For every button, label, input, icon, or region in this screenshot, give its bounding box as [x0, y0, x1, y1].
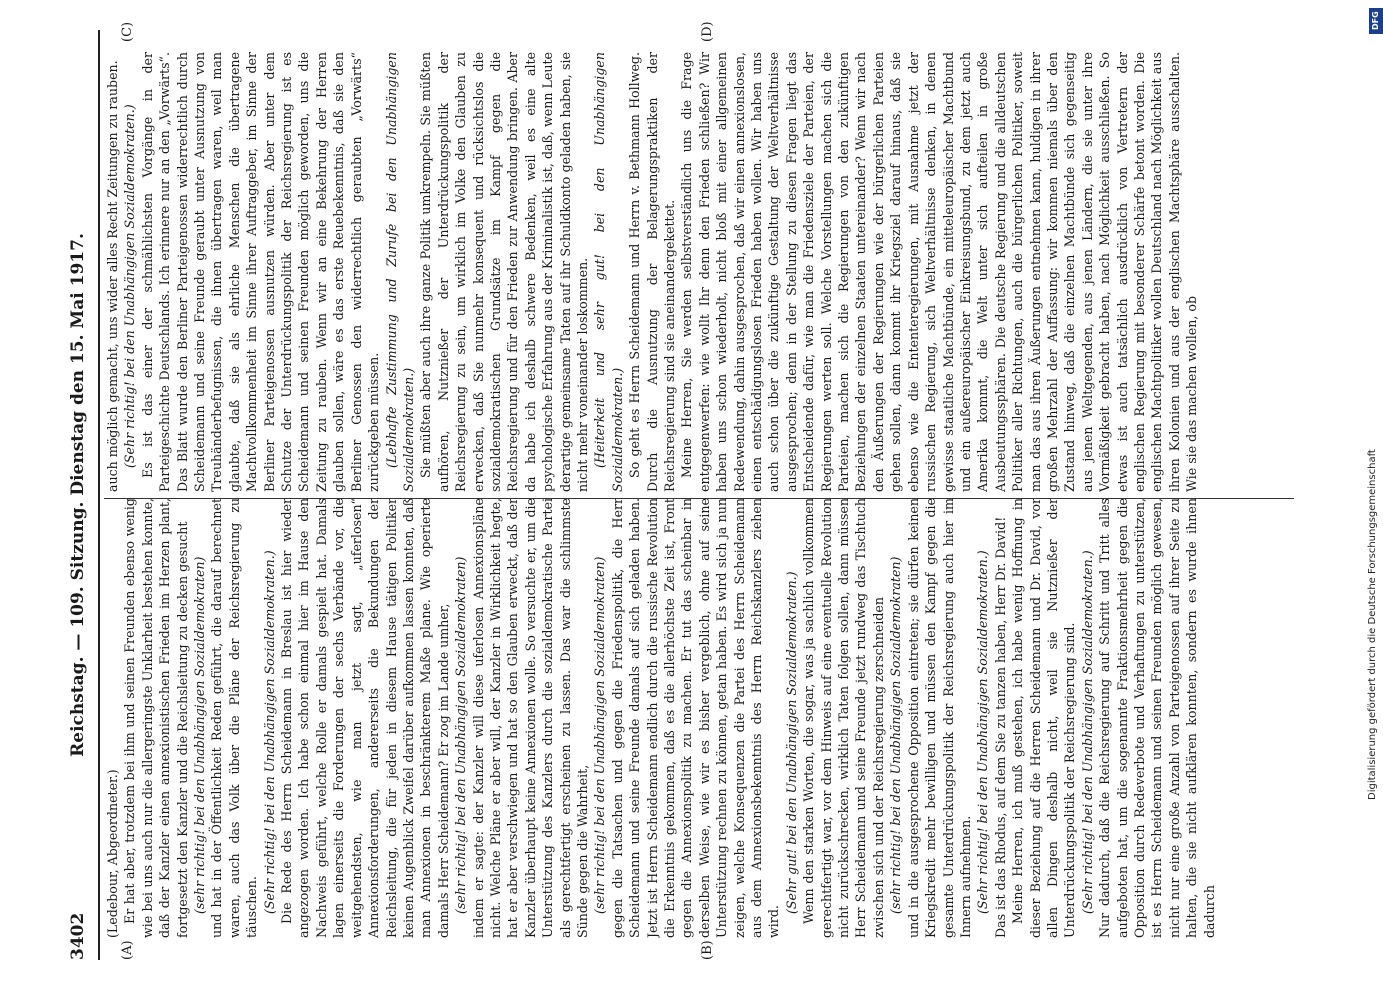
paragraph: Die Rede des Herrn Scheidemann in Breslau ist hier wieder angezogen worden. Ich habe schon einmal hier im Hause den Nachweis geführt, welche Rolle er damals gespielt hat. Damals lagen einerseits die Forderungen der sechs Verbände vor, die weitgehendsten, wie man jetzt sagt, „uferlosen“ Annexionsforderungen, andererseits die Bekundungen der Reichsleitung, die für jeden in diesem Hause tätigen Politiker keinen Augenblick Zweifel darüber aufkommen lassen konnten, daß man Annexionen in beschränkterem Maße plane. Wie operierte damals Herr Scheidemann? Er zog im Lande umher,	[279, 498, 451, 938]
marker-a: (A)	[120, 940, 135, 960]
paragraph: indem er sagte: der Kanzler will diese uferlosen Annexionspläne nicht. Welche Pläne er aber will, der Kanzler in Wirklichkeit hegte, hat er aber verschwiegen und hat so den Glauben erweckt, daß der Kanzler überhaupt keine Annexionen wolle. So versuchte er, um die Unterstützung des Kanzlers durch die sozialdemokratische Partei als gerechtfertigt erscheinen zu lassen. Das war die schlimmste Sünde gegen die Wahrheit,	[470, 498, 590, 938]
paragraph: (Ledebour, Abgeordneter.)	[105, 769, 120, 938]
page-header	[62, 30, 96, 960]
right-column	[104, 52, 1294, 492]
paragraph: Er hat aber, trotzdem bei ihm und seinen Freunden ebenso wenig wie bei uns auch nur die allergeringste Unklarheit bestehen konnte, daß der Kanzler einen annexionistischen Frieden im Herzen plant, fortgesetzt den Kanzler und die Reichsleitung zu decken gesucht	[122, 498, 190, 938]
paragraph: (Sehr richtig! bei den Unabhängigen Sozialdemokraten.)	[975, 550, 991, 914]
marker-b: (B)	[700, 940, 715, 960]
paragraph: auch möglich gemacht, uns wider alles Recht Zeitungen zu rauben.	[105, 60, 120, 492]
paragraph: (sehr richtig! bei den Unabhängigen Sozialdemokraten)	[453, 556, 469, 914]
paragraph: (Heiterkeit und sehr gut! bei den Unabhängigen Sozialdemokraten.)	[592, 52, 625, 492]
paragraph: gegen die Tatsachen und gegen die Friedenspolitik, die Herr Scheidemann und seine Freunde damals auf sich geladen haben. Jetzt ist Herrn Scheidemann endlich durch die russische Revolution die Erkenntnis gekommen, daß es die allerhöchste Zeit ist, Front gegen die Annexionspolitik zu machen. Er tut das scheinbar in derselben Weise, wie wir es bisher vergeblich, ohne auf seine Unterstützung rechnen zu können, getan haben. Es wird sich ja nun zeigen, welche Konsequenzen die Partei des Herrn Scheidemann aus dem Annexionsbekenntnis des Herrn Reichskanzlers ziehen wird.	[609, 498, 782, 938]
paragraph: Meine Herren, ich muß gestehen, ich habe wenig Hoffnung in dieser Beziehung auf die Herren Scheidemann und Dr. David, vor allen Dingen deshalb nicht, weil sie Nutznießer der Unterdrückungspolitik der Reichsregierung sind.	[1010, 498, 1078, 938]
running-title: Reichstag. — 109. Sitzung. Dienstag den 15. Mai 1917.	[68, 233, 88, 757]
paragraph: (Lebhafte Zustimmung und Zurufe bei den Unabhängigen Sozialdemokraten.)	[383, 52, 416, 492]
header-rule	[98, 30, 100, 960]
paragraph: Es ist das einer der schmählichsten Vorgänge in der Parteigeschichte Deutschlands. Ich erinnere nur an den „Vorwärts“. Das Blatt wurde den Berliner Parteigenossen widerrechtlich durch Scheidemann und seine Freunde geraubt unter Ausnutzung von Treuhänderbefugnissen, die ihnen übertragen waren, weil man glaubte, daß sie als ehrliche Menschen die übertragene Machtvollkommenheit im Sinne ihrer Auftraggeber, im Sinne der Berliner Parteigenossen ausnutzen würden. Aber unter dem Schutze der Unterdrückungspolitik der Reichsregierung ist es Scheidemann und seinen Freunden möglich geworden, uns die Zeitung zu rauben. Wenn wir an eine Bekehrung der Herren glauben sollen, wäre es das erste Reuebekenntnis, daß sie den Berliner Genossen den widerrechtlich geraubten „Vorwärts“ zurückgeben müssen.	[139, 52, 382, 492]
dfg-logo: DFG	[1369, 8, 1383, 34]
paragraph: (sehr richtig! bei den Unabhängigen Sozialdemokraten)	[592, 556, 608, 914]
paragraph: (Sehr gut! bei den Unabhängigen Sozialdemokraten.)	[783, 571, 799, 914]
paragraph: Sie müßten aber auch ihre ganze Politik umkrempeln. Sie müßten aufhören, Nutznießer der Unterdrückungspolitik der Reichsregierung zu sein, um wirklich im Volke den Glauben zu erwecken, daß Sie nunmehr konsequent und rücksichtslos die sozialdemokratischen Grundsätze im Kampf gegen die Reichsregierung und für den Frieden zur Anwendung bringen. Aber da habe ich deshalb schwere Bedenken, weil es eine alte psychologische Erfahrung aus der Kriminalistik ist, daß, wenn Leute derartige gemeinsame Taten auf ihr Schuldkonto geladen haben, sie nicht mehr voneinander loskommen.	[418, 52, 590, 492]
paragraph: (Sehr richtig! bei den Unabhängigen Sozialdemokraten.)	[122, 104, 138, 468]
paragraph: So geht es Herrn Scheidemann und Herrn v. Bethmann Hollweg. Durch die Ausnutzung der Belagerungspraktiken der Reichsregierung sind sie aneinandergekettet.	[627, 52, 677, 492]
paragraph: (Sehr richtig! bei den Unabhängigen Sozialdemokraten.)	[1079, 550, 1095, 914]
paragraph: und hat in der Öffentlichkeit Reden geführt, die darauf berechnet waren, auch das Volk über die Pläne der Reichsregierung zu täuschen.	[209, 498, 260, 938]
paragraph: und in die ausgesprochene Opposition eintreten; sie dürfen keinen Kriegskredit mehr bewilligen und müssen den Kampf gegen die gesamte Unterdrückungspolitik der Reichsregierung auch hier im Innern aufnehmen.	[905, 498, 973, 938]
paragraph: Wenn den starken Worten, die sogar, was ja sachlich vollkommen gerechtfertigt war, vor dem Hinweis auf eine eventuelle Revolution nicht zurückschrecken, wirklich Taten folgen sollen, dann müssen Herr Scheidemann und seine Freunde jetzt rundweg das Tischtuch zwischen sich und der Reichsregierung zerschneiden	[801, 498, 886, 938]
paragraph: (sehr richtig! bei den Unabhängigen Sozialdemokraten)	[888, 556, 904, 914]
marker-c: (C)	[120, 21, 135, 42]
page-number: 3402	[68, 912, 88, 960]
paragraph: Das ist das Rhodus, auf dem Sie zu tanzen haben, Herr Dr. David!	[992, 516, 1008, 938]
paragraph: Meine Herren, Sie werden selbstverständlich uns die Frage entgegenwerfen: wie wollt Ihr denn den Frieden schließen? Wir haben uns schon wiederholt, nicht bloß mit einer allgemeinen Redewendung, dahin ausgesprochen, daß wir einen annexionslosen, einen entschädigungslosen Frieden haben wollen. Wir haben uns auch schon über die zukünftige Gestaltung der Weltverhältnisse ausgesprochen; denn in der Stellung zu diesen Fragen liegt das Entscheidende dafür, wie man die Friedensziele der Parteien, der Regierungen werten soll. Welche Vorstellungen machen sich die Parteien, machen sich die Regierungen von den zukünftigen Beziehungen der einzelnen Staaten untereinander? Wenn wir nach den Äußerungen der Regierungen wie der bürgerlichen Parteien gehen sollen, dann kommt ihr Kriegsziel darauf hinaus, daß sie ebenso wie die Ententeregierungen, mit Ausnahme jetzt der russischen Regierung, sich Weltverhältnisse denken, in denen gewisse staatliche Machtbünde, ein mitteleuropäischer Machtbund und ein außereuropäischer Einkreisungsbund, zu dem jetzt auch Amerika kommt, die Welt unter sich aufteilen in große Ausbeutungssphären. Die deutsche Regierung und die alldeutschen Politiker aller Richtungen, auch die bürgerlichen Politiker, soweit man das aus ihren Äußerungen entnehmen kann, huldigen in ihrer großen Mehrzahl der Auffassung: wir kommen niemals über den Zustand hinweg, daß die einzelnen Machtbünde sich gegenseitig aus jenen Weltgegenden, aus jenen Ländern, die sie unter ihre Vormäßigkeit gebracht haben, nach Möglichkeit ausschließen. So etwas ist auch tatsächlich ausdrücklich von Vertretern der englischen Regierung mit besonderer Schärfe betont worden. Die englischen Machtpolitiker wollen Deutschland nach Möglichkeit aus ihren Kolonien und aus der englischen Machtsphäre ausschalten. Wie sie das machen wollen, ob	[679, 52, 1200, 492]
marker-d: (D)	[700, 21, 715, 42]
paragraph: (sehr richtig! bei den Unabhängigen Sozialdemokraten)	[192, 556, 208, 914]
digitization-credit: Digitalisierung gefördert durch die Deutsche Forschungsgemeinschaft	[1367, 449, 1378, 800]
paragraph: (Sehr richtig! bei den Unabhängigen Sozialdemokraten.)	[261, 550, 277, 914]
paragraph: Nur dadurch, daß die Reichsregierung auf Schritt und Tritt alles aufgeboten hat, um die sogenannte Fraktionsmehrheit gegen die Opposition durch Redeverbote und Verhaftungen zu unterstützen, ist es Herrn Scheidemann und seinen Freunden möglich gewesen, nicht nur eine große Anzahl von Parteigenossen auf ihrer Seite zu halten, die sie nicht aufklären konnten, sondern es wurde ihnen dadurch	[1097, 498, 1217, 938]
left-column	[104, 498, 1294, 938]
column-divider	[104, 498, 1294, 499]
